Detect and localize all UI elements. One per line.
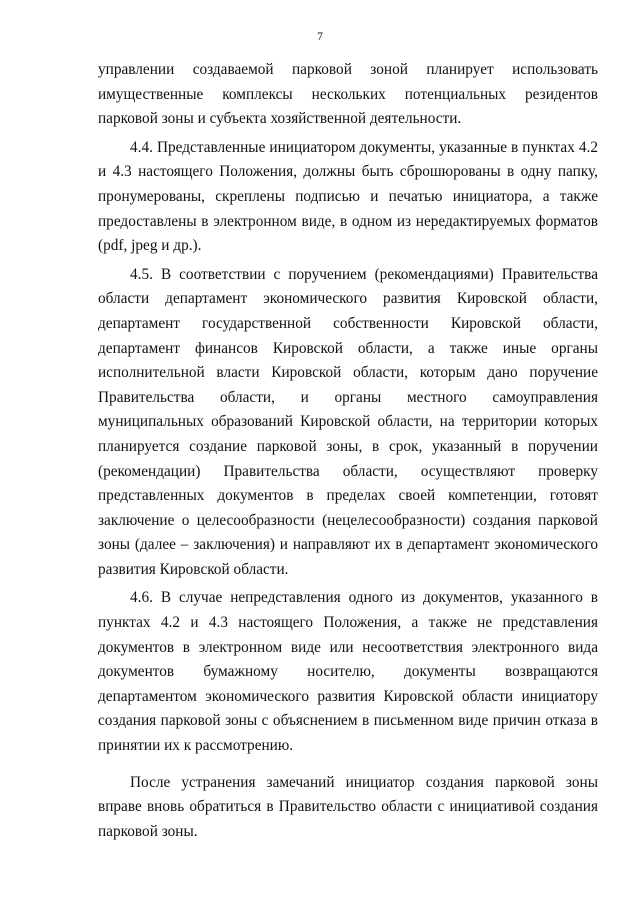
paragraph-4-5: 4.5. В соответствии с поручением (рекомендациями) Правительства области департамент экономического развития Кировской области, департамент государственной собственности Кировской области, департамент финансов Кировской области, а также иные органы исполнительной власти Кировской области, которым дано поручение Правительства области, и органы местного самоуправления муниципальных образований Кировской области, на территории которых планируется создание парковой зоны, в срок, указанный в поручении (рекомендации) Правительства области, осуществляют проверку представленных документов в пределах своей компетенции, готовят заключение о целесообразности (нецелесообразности) создания парковой зоны (далее – заключения) и направляют их в департамент экономического развития Кировской области. — [98, 265, 598, 578]
paragraph-after-correction: После устранения замечаний инициатор создания парковой зоны вправе вновь обратиться в Правительство области с инициативой создания парковой зоны. — [98, 773, 598, 840]
paragraph-4-6: 4.6. В случае непредставления одного из документов, указанного в пунктах 4.2 и 4.3 настоящего Положения, а также не представления документов в электронном виде или несоответствия электронного вида документов бумажному носителю, документы возвращаются департаментом экономического развития Кировской области инициатору создания парковой зоны с объяснением в письменном виде причин отказа в принятии их к рассмотрению. — [98, 589, 598, 755]
page-number: 7 — [317, 31, 323, 43]
paragraph-4-4: 4.4. Представленные инициатором документы, указанные в пунктах 4.2 и 4.3 настоящего Положения, должны быть сброшюрованы в одну папку, пронумерованы, скреплены подписью и печатью инициатора, а также предоставлены в электронном виде, в одном из нередактируемых форматов (pdf, jpeg и др.). — [98, 138, 598, 255]
document-body — [98, 58, 598, 844]
paragraph-continuation: управлении создаваемой парковой зоной планирует использовать имущественные комплексы нескольких потенциальных резидентов парковой зоны и субъекта хозяйственной деятельности. — [98, 61, 598, 128]
